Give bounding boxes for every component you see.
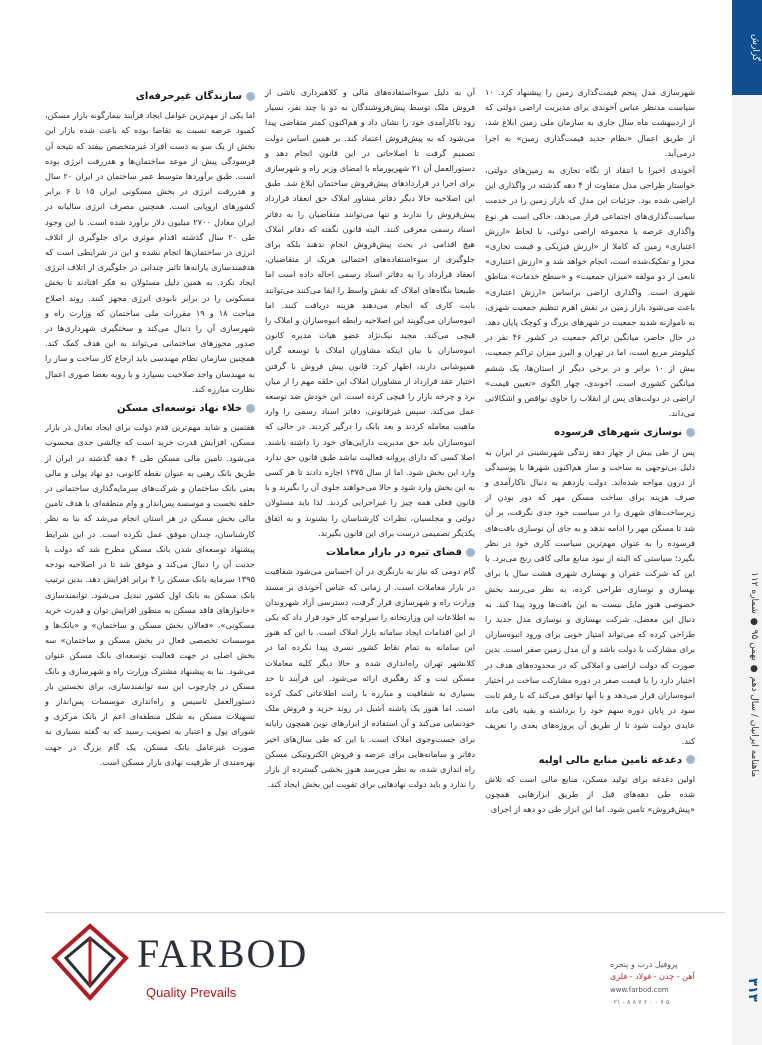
page-number: ۳۱۳ — [745, 978, 760, 1002]
paragraph: هفتمین و شاید مهم‌ترین قدم دولت برای ایجاد تعادل در بازار مسکن، افزایش قدرت خرید است که چالشی جدی محسوب می‌شود. تامین مالی مسکن طی ۴ دهه گذشته در ایران از طریق بانک رهنی به عنوان نقطه کانونی، دو نهاد پولی و مالی یعنی بانک ساختمان و شرکت‌های سرمایه‌گذاری ساختمانی در حلقه نخست و موسسه پس‌انداز و وام منطقه‌ای با هدف تامین مالی بخش مسکن در هر استان انجام می‌شد که بنا به نظر کارشناسان، چندان موفق عمل نکرده است. در این شرایط پیشنهاد توسعه‌ای شدن بانک مسکن مطرح شد که دولت با جدیت آن را دنبال می‌کند و موفق شد تا در اصلاحیه بودجه ۱۳۹۵ سرمایه بانک مسکن را ۴ برابر افزایش دهد. بدین ترتیب بانک مسکن به بانک اول کشور تبدیل می‌شود. توانمندسازی «خانوارهای فاقد مسکن به منظور افزایش توان و قدرت خرید مسکونی»، «فعالان بخش مسکن و ساختمان» و «بانک‌ها و موسسات تخصصی فعال در بخش مسکن و ساختمان» سه بخش اصلی در جهت فعالیت توسعه‌ای بانک مسکن عنوان می‌شود. بنا به پیشنهاد مشترک وزارت راه و شهرسازی و بانک مسکن در چارچوب این سه توانمندسازی، برای نخستین بار دستورالعمل تاسیس و راه‌اندازی موسسات پس‌انداز و تسهیلات مسکن به شکل منطقه‌ای اعم از بانک مرکزی و شورای پول و اعتبار به تصویب رسید که به گفته بسیاری به صورت غیرعامل بانک مسکن، یک گام بزرگ در جهت بهره‌مندی از ظرفیت نهادی بازار مسکن است. — [45, 422, 255, 767]
section-label: گزارش — [750, 33, 760, 62]
bullet-icon — [686, 428, 695, 437]
paragraph: شهرسازی مدل پنجم قیمت‌گذاری زمین را پیشنهاد کرد. ۱۰ سیاست مدنظر عباس آخوندی برای مدیریت اراضی دولتی که از اردیبهشت ماه سال جاری به سازمان ملی زمین ابلاغ شد، از طریق اعمال «نظام جدید قیمت‌گذاری زمین» به اجرا درمی‌آید. — [485, 87, 695, 158]
column-middle — [265, 85, 475, 794]
section-heading — [45, 401, 255, 416]
column-left — [45, 85, 255, 772]
ad-phone: ۰۲۱ - ۸ ۸ ۷ ۶ ۰ ۰ ۷ ۵ — [610, 998, 670, 1006]
side-band — [732, 0, 762, 1045]
ad-product-line: پروفیل درب و پنجره — [610, 960, 678, 969]
brand-name: FARBOD — [137, 931, 309, 976]
heading-text: فضای تیره در بازار معاملات — [326, 547, 462, 559]
bullet-icon — [686, 755, 695, 764]
paragraph: آخوندی اخیرا با انتقاد از نگاه تجاری به زمین‌های دولتی، خواستار طراحی مدل متفاوت از ۴ دهه گذشته در واگذاری این اراضی شده بود. جزئیات این مدل که بازار زمین را در خدمت سیاست‌گذاری‌های اجتماعی قرار می‌دهد، حاکی است هر نوع واگذاری عرصه یا مجموعه اراضی دولتی، با لحاظ «ارزش اعتباری» زمین که کاملا از «ارزش فیزیکی و قیمت تجاری» مجزا و تفکیک‌شده است، انجام خواهد شد و «ارزش اعتباری» تابعی از دو مولفه «میزان جمعیت» و «سطح خدمات» مناطق شهری است. واگذاری اراضی براساس «ارزش اعتباری» باعث می‌شود بازار زمین در نقش اهرم تنظیم جمعیت شهری، به ناموازنه شدید جمعیت در شهرهای بزرگ و کوچک پایان دهد. در حال حاضر، میانگین تراکم جمعیت در کشور ۴۶ نفر در کیلومتر مربع است، اما در تهران و البرز میزان تراکم جمعیت، بیش از ۱۰ برابر و در برخی دیگر از استان‌ها، یک ششم میانگین کشوری است. آخوندی، چهار الگوی «تعیین قیمت» اراضی در دولت‌های پس از انقلاب را حاوی نواقص و اشکالاتی می‌داند. — [485, 165, 696, 419]
heading-text: دغدغه تامین منابع مالی اولیه — [538, 754, 682, 766]
brand-tagline: Quality Prevails — [146, 985, 237, 1000]
column-right — [485, 85, 695, 820]
paragraph: گام دومی که نیاز به بازنگری در آن احساس می‌شود شفافیت در بازار معاملات است. از زمانی که عباس آخوندی بر مسند وزارت راه و شهرسازی قرار گرفت، دسترسی آزاد شهروندان به اطلاعات این وزارتخانه را سرلوحه کار خود قرار داد که یکی از این اقدامات ایجاد سامانه بازار املاک است. با این که هنوز این سامانه به تمام نقاط کشور تسری پیدا نکرده اما در کلانشهر تهران راه‌اندازی شده و حالا دیگر کلیه معاملات مسکن ثبت و کد رهگیری ارائه می‌شود. این فرآیند تا حد بسیاری به شفافیت و مبارزه با رانت اطلاعاتی کمک کرده است. اما هنوز یک پاشنه آشیل در روند خرید و فروش ملک خودنمایی می‌کند و آن استفاده از ابزارهای نوین همچون رایانه برای جست‌وجوی املاک است. با این که طی سال‌های اخیر دفاتر و سامانه‌هایی برای عرضه و فروش الکترونیکی مسکن راه اندازی شده، به نظر می‌رسد هنوز بخشی گسترده از بازار را ندارد و باید دولت نهادهایی برای تقویت این بخش ایجاد کند. — [265, 566, 475, 790]
section-heading — [485, 425, 695, 440]
heading-text: نوسازی شهرهای فرسوده — [554, 427, 682, 439]
paragraph: اما یکی از مهم‌ترین عوامل ایجاد فرآیند بیمارگونه بازار مسکن، کمبود عرضه نسبت به تقاضا بوده که باعث شده بازار این بخش از یک سو به دست افراد غیرمتخصص بیفتد که نتیجه آن فرسودگی پیش از موعد ساختمان‌ها و هدررفت انرژی بوده است. طبق برآوردها متوسط عمر ساختمان در ایران ۲۰ سال و هدررفت انرژی در بخش مسکونی ایران ۱۵ تا ۶ برابر کشورهای اروپایی است. همچنین مصرف انرژی سالیانه در ایران معادل ۲۷۰۰ میلیون دلار برآورد شده است. با این وجود طی ۲۰ سال گذشته اقدام موثری برای جلوگیری از اتلاف انرژی در ساختمان‌ها انجام نشده و این در شرایطی است که هدفمندسازی یارانه‌ها تاثیر چندانی در جلوگیری از اتلاف انرژی ایجاد نکرد. به همین دلیل مسئولان به فکر افتادند تا بخش مسکونی را در برابر نابودی انرژی مجهز کنند. روند اصلاح مباحث ۱۸ و ۱۹ مقررات ملی ساختمان که وزارت راه و شهرسازی آن را دنبال می‌کند و سختگیری شهرداری‌ها در صدور مجوزهای ساختمانی می‌تواند به این هدف کمک کند. همچنین سازمان نظام مهندسی باید ارجاع کار ساخت و ساز را به مهندسان واجد صلاحیت بسپارد و با رویه بعضا صوری اعمال نظارت مبارزه کند. — [45, 110, 255, 394]
bullet-icon — [466, 548, 475, 557]
ad-divider — [45, 912, 725, 913]
ad-website: www.farbod.com — [610, 986, 669, 994]
paragraph: اولین دغدغه برای تولید مسکن، منابع مالی است که تلاش شده طی دهه‌های قبل از طریق ابزارهایی همچون «پیش‌فروش» تامین شود. اما این ابزار طی دو دهه از اجرای — [485, 773, 695, 815]
section-heading — [265, 545, 475, 560]
bullet-icon — [246, 92, 255, 101]
heading-text: سازندگان غیرحرفه‌ای — [135, 91, 242, 102]
section-heading — [485, 753, 695, 768]
bullet-icon — [246, 404, 255, 413]
section-heading — [45, 89, 255, 104]
section-tab — [732, 0, 762, 95]
issue-info: ماهنامه ایرانیان / سال دهم ● بهمن ۹۵ ● شماره ۱۱۲ — [749, 572, 759, 778]
paragraph: پس از طی بیش از چهار دهه زندگی شهرنشینی در ایران به دلیل بی‌توجهی به ساخت و ساز هم‌اکنون شهرها با پوسیدگی از درون مواجه شده‌اند. دولت یازدهم به دنبال ناکارآمدی و صرف هزینه برای ساخت مسکن مهر که دور بودن از زیرساخت‌های شهری را در سیاست خود جدی نگرفت، بر آن شد تا مسکن مهر را ادامه ندهد و به جای آن نوسازی بافت‌های فرسوده را به عنوان مهم‌ترین سیاست کاری خود در نظر بگیرد؛ سیاستی که البته از نبود منابع مالی کافی رنج می‌برد. با این که شرکت عمران و بهسازی شهری هشت سال با برای بهسازی و نوسازی طراحی کرده، به نظر می‌رسد بخش خصوصی هنوز مایل نیست به این بافت‌ها ورود پیدا کند. به دنبال این معضل، شرکت بهسازی و نوسازی مدل جدید را طراحی کرده که می‌تواند امتیاز خوبی برای ورود انبوه‌سازان برای مشارکت با دولت باشد و آن مدل زمین صفر است. بدین صورت که دولت اراضی و املاکی که در محدوده‌های هدف در اختیار دارد را با قیمت صفر در دوره مشارکت ساخت در اختیار انبوه‌سازان قرار می‌دهد و با آنها توافق می‌کند که با رقم ثابت سود در پایان دوره سهم خود را برداشته و بقیه باقی ماند عایدی دولت شود تا از طریق آن پروژه‌های بعدی را تعریف کند. — [485, 446, 695, 746]
paragraph: آن به دلیل سوءاستفاده‌های مالی و کلاهبرداری ناشی از فروش ملک توسط پیش‌فروشندگان به دو یا چند نفر، بسیار زود ناکارآمدی خود را نشان داد و هم‌اکنون کمتر متقاضی پیدا می‌شود که به پیش‌فروش اعتماد کند. بر همین اساس دولت تصمیم گرفت تا اصلاحاتی در این قانون انجام دهد و دستورالعمل آن ۲۱ شهریورماه با امضای وزیر راه و شهرسازی برای اجرا در قراردادهای پیش‌فروش ساختمان ابلاغ شد. طبق این اصلاحیه حالا دیگر دفاتر مشاور املاک حق انعقاد قرارداد پیش‌فروش را ندارند و تنها می‌توانند متقاضیان را به دفاتر اسناد رسمی معرفی کنند. البته قانون نگفته که دفاتر املاک هیچ اقدامی در بحث پیش‌فروش انجام ندهند بلکه برای جلوگیری از سوءاستفاده‌های احتمالی هریک از متقاضیان، انعقاد قرارداد را به دفاتر اسناد رسمی احاله داده است اما طبیعتا بنگاه‌های املاک که نقش واسط را ایفا می‌کنند می‌توانند بابت کاری که انجام می‌دهند هزینه دریافت کنند. اما انبوه‌سازان می‌گویند این اصلاحیه رابطه انبوه‌سازان و املاک را قیچی می‌کند. مجید نیک‌نژاد عضو هیات مدیره کانون انبوه‌سازان با بیان اینکه مشاوران املاک با توسعه گران همپوشانی دارند، اظهار کرد: قانون پیش فروش با گرفتن اختیار عقد قرارداد از مشاوران املاک این حلقه مهم را از میان برد و چرخه بازار را قیچی کرده است. این خودش ضد توسعه عمل می‌کند. سپس غیرقانونی، دفاتر اسناد رسمی را وارد ماهیت معامله کردند و بعد بانک را درگیر کردند. در حالی که انبوه‌سازان باید حق مدیریت دارایی‌های خود را داشته باشند. اصلا کسی که دارای پروانه فعالیت نباشد طبق قانون حق ندارد وارد این بخش شود. اما از سال ۱۳۷۵ اجازه دادند تا هر کسی به این بخش وارد شود و حالا می‌خواهند جلوی آن را بگیرند و با قانون فعلی همه چیز را غیراجرایی کردند. لذا باید مسئولان دولتی و مجلسیان، نظرات کارشناسان را بشنوند و به اتفاق یکدیگر تصمیمی درست برای این قانون بگیرند. — [265, 87, 476, 538]
ad-materials-line: آهن - چدن - فولاد - فلزی — [610, 972, 695, 981]
heading-text: خلاء نهاد توسعه‌ای مسکن — [117, 403, 242, 415]
farbod-logo-icon — [50, 922, 130, 1002]
